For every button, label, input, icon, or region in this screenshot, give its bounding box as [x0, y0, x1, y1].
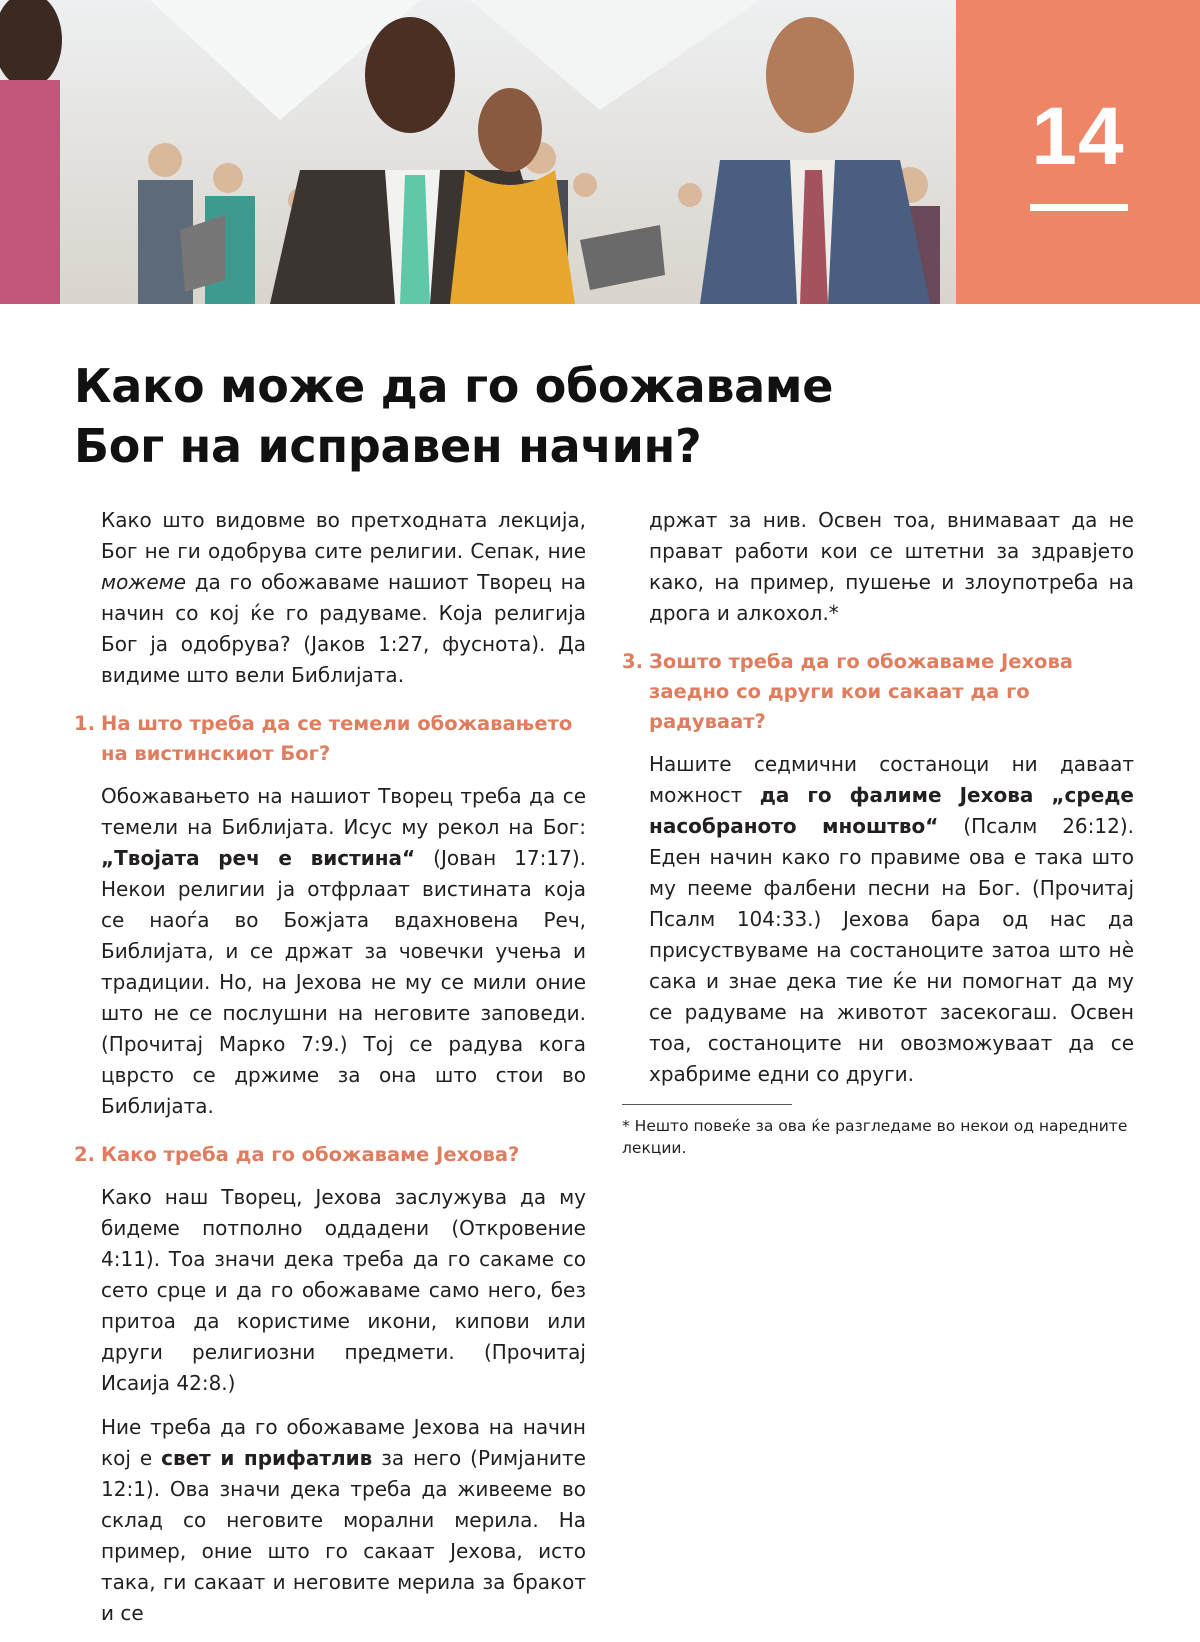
page-title-line-2: Бог на исправен начин? [74, 419, 702, 473]
section-2-paragraph-1: Како наш Творец, Јехова заслужува да му бидеме потполно оддадени (Откровение 4:11). Тоа значи дека треба да го сакаме со сето срце и да го обожаваме само него, без притоа да користиме икони, кипови или други религиозни предмети. (Прочитај Исаија 42:8.) [101, 1185, 586, 1395]
right-column [622, 505, 1134, 1159]
lesson-number-box [956, 0, 1200, 304]
section-3-heading: 3. Зошто треба да го обожаваме Јехова заедно со други кои сакаат да го радуваат? [622, 650, 1073, 733]
footnote-divider [622, 1104, 792, 1105]
footnote: * Нешто повеќе за ова ќе разгледаме во некои од наредните лекции. [622, 1117, 1128, 1157]
lesson-number-underline [1030, 204, 1128, 211]
congregation-singing-image [0, 0, 956, 304]
lesson-number: 14 [1031, 91, 1125, 182]
section-1-heading: 1. На што треба да се темели обожавањето на вистинскиот Бог? [74, 712, 573, 765]
page-title [74, 356, 934, 476]
scripture-highlight: „Твојата реч е вистина“ [101, 846, 416, 870]
header-photo [0, 0, 956, 304]
section-2-paragraph-2: Ние треба да го обожаваме Јехова на начин кој е свет и прифатлив за него (Римјаните 12:1). Ова значи дека треба да живееме во склад со неговите морални мерила. На пример, оние што го сакаат Јехова, исто така, ги сакаат и неговите мерила за бракот и се [101, 1415, 586, 1625]
left-column [74, 505, 586, 1642]
scripture-highlight: свет и прифатлив [161, 1446, 373, 1470]
intro-paragraph: Како што видовме во претходната лекција, Бог не ги одобрува сите религии. Сепак, ние можеме да го обожаваме нашиот Творец на начин со кој ќе го радуваме. Која религија Бог ја одобрува? (Јаков 1:27, фуснота). Да видиме што вели Библијата. [101, 508, 586, 687]
section-3-paragraph: Нашите седмични состаноци ни даваат можност да го фалиме Јехова „среде насобраното мноштво“ (Псалм 26:12). Еден начин како го правиме ова е така што му пееме фалбени песни на Бог. (Прочитај Псалм 104:33.) Јехова бара од нас да присуствуваме на состаноците затоа што нè сака и знае дека тие ќе ни помогнат да му се радуваме на животот засекогаш. Освен тоа, состаноците ни овозможуваат да се храбриме едни со други. [649, 752, 1134, 1086]
section-1-paragraph: Обожавањето на нашиот Творец треба да се темели на Библијата. Исус му рекол на Бог: „Твојата реч е вистина“ (Јован 17:17). Некои религии ја отфрлаат вистината која се наоѓа во Божјата вдахновена Реч, Библијата, и се држат за човечки учења и традиции. Но, на Јехова не му се мили оние што не се послушни на неговите заповеди. (Прочитај Марко 7:9.) Тој се радува кога цврсто се држиме за она што стои во Библијата. [101, 784, 586, 1118]
page-title-line-1: Како може да го обожаваме [74, 359, 834, 413]
section-2-heading: 2. Како треба да го обожаваме Јехова? [74, 1143, 520, 1166]
scripture-highlight: да го фалиме Јехова „среде насобраното мноштво“ [649, 783, 1134, 838]
section-2-paragraph-2-continued: држат за нив. Освен тоа, внимаваат да не прават работи кои се штетни за здравјето како, на пример, пушење и злоупотреба на дрога и алкохол.* [649, 508, 1134, 625]
emphasis-can: можеме [101, 570, 187, 594]
